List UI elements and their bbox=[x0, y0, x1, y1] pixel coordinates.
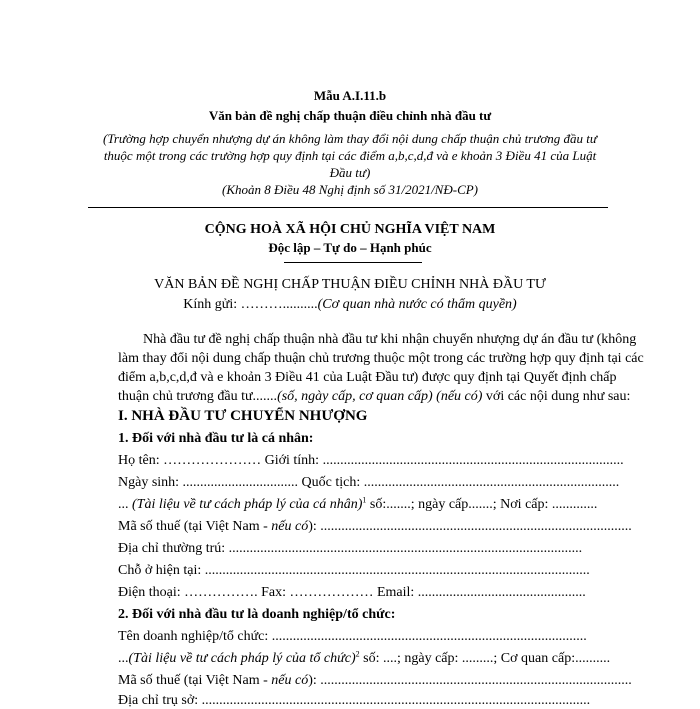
organization-doc-prefix: ... bbox=[118, 651, 129, 666]
form-note-line-3: Đầu tư) bbox=[329, 165, 371, 180]
organization-tax-label: Mã số thuế (tại Việt Nam - bbox=[118, 673, 272, 688]
individual-tax-hint: nếu có bbox=[271, 519, 309, 534]
form-code: Mẫu A.I.11.b bbox=[313, 88, 387, 103]
recipient-line bbox=[0, 297, 700, 313]
form-note-line-2: thuộc một trong các trường hợp quy định tại các điểm a,b,c,d,đ và e khoản 3 Điều 41 của Luật bbox=[103, 148, 597, 163]
legal-basis: (Khoản 8 Điều 48 Nghị định số 31/2021/NĐ-CP) bbox=[221, 182, 479, 197]
individual-dob-line: Ngày sinh: ................................. Quốc tịch: ......................................................................... bbox=[118, 475, 620, 490]
organization-hq-line: Địa chỉ trụ sở: ............................................................................................................... bbox=[118, 693, 591, 708]
recipient-label: Kính gửi: ……….......... bbox=[183, 297, 318, 312]
organization-name-line: Tên doanh nghiệp/tổ chức: .......................................................................................... bbox=[118, 629, 587, 644]
organization-doc-hint: (Tài liệu về tư cách pháp lý của tổ chức) bbox=[128, 651, 356, 666]
organization-legal-doc-line bbox=[118, 650, 610, 667]
individual-heading: 1. Đối với nhà đầu tư là cá nhân: bbox=[118, 431, 314, 446]
organization-tax-hint: nếu có bbox=[271, 673, 309, 688]
country-name: CỘNG HOÀ XÃ HỘI CHỦ NGHĨA VIỆT NAM bbox=[204, 222, 496, 237]
individual-doc-footnote: 1 bbox=[362, 495, 367, 505]
individual-doc-hint: (Tài liệu về tư cách pháp lý của cá nhân) bbox=[132, 497, 363, 512]
individual-legal-doc-line bbox=[118, 496, 597, 513]
intro-line-4-a: thuận chủ trương đầu tư....... bbox=[118, 389, 278, 404]
organization-tax-field: ): ......................................................................................... bbox=[308, 673, 632, 688]
intro-line-3: điểm a,b,c,d,đ và e khoản 3 Điều 41 của Luật Đầu tư) được quy định tại Quyết định chấp bbox=[118, 370, 617, 385]
intro-line-2: làm thay đổi nội dung chấp thuận chủ trương thuộc một trong các trường hợp quy định tại các bbox=[118, 351, 644, 366]
organization-tax-line bbox=[118, 672, 632, 689]
individual-contact-line: Điện thoại: ……………. Fax: ……………… Email: ................................................ bbox=[118, 585, 586, 600]
individual-tax-field: ): ......................................................................................... bbox=[308, 519, 632, 534]
intro-line-4-c: với các nội dung như sau: bbox=[482, 389, 631, 404]
section-1-heading: I. NHÀ ĐẦU TƯ CHUYỂN NHƯỢNG bbox=[118, 408, 368, 424]
organization-heading: 2. Đối với nhà đầu tư là doanh nghiệp/tổ chức: bbox=[118, 607, 396, 622]
individual-name-line: Họ tên: ………………… Giới tính: ...................................................................................... bbox=[118, 453, 624, 468]
intro-line-1: Nhà đầu tư đề nghị chấp thuận nhà đầu tư khi nhận chuyển nhượng dự án đầu tư (không bbox=[143, 332, 637, 347]
organization-doc-footnote: 2 bbox=[355, 649, 360, 659]
header-divider bbox=[88, 207, 608, 208]
intro-line-4-b: (số, ngày cấp, cơ quan cấp) (nếu có) bbox=[277, 389, 483, 404]
organization-doc-fields: số: ....; ngày cấp: .........; Cơ quan cấp:.......... bbox=[359, 651, 611, 666]
motto-underline bbox=[284, 262, 422, 263]
individual-permanent-address-line: Địa chỉ thường trú: ..................................................................................................... bbox=[118, 541, 583, 556]
individual-residence-line: Chỗ ở hiện tại: .............................................................................................................. bbox=[118, 563, 590, 578]
individual-tax-label: Mã số thuế (tại Việt Nam - bbox=[118, 519, 272, 534]
form-note-line-1: (Trường hợp chuyển nhượng dự án không làm thay đổi nội dung chấp thuận chủ trương đầu tư bbox=[103, 131, 597, 146]
recipient-hint: (Cơ quan nhà nước có thẩm quyền) bbox=[317, 297, 517, 312]
form-title: Văn bản đề nghị chấp thuận điều chỉnh nhà đầu tư bbox=[208, 108, 492, 123]
document-title: VĂN BẢN ĐỀ NGHỊ CHẤP THUẬN ĐIỀU CHỈNH NHÀ ĐẦU TƯ bbox=[154, 277, 546, 292]
national-motto: Độc lập – Tự do – Hạnh phúc bbox=[268, 240, 432, 255]
individual-doc-fields: số:.......; ngày cấp.......; Nơi cấp: ............. bbox=[366, 497, 598, 512]
individual-doc-prefix: ... bbox=[118, 497, 132, 512]
individual-tax-line bbox=[118, 518, 632, 535]
intro-line-4 bbox=[118, 388, 630, 405]
